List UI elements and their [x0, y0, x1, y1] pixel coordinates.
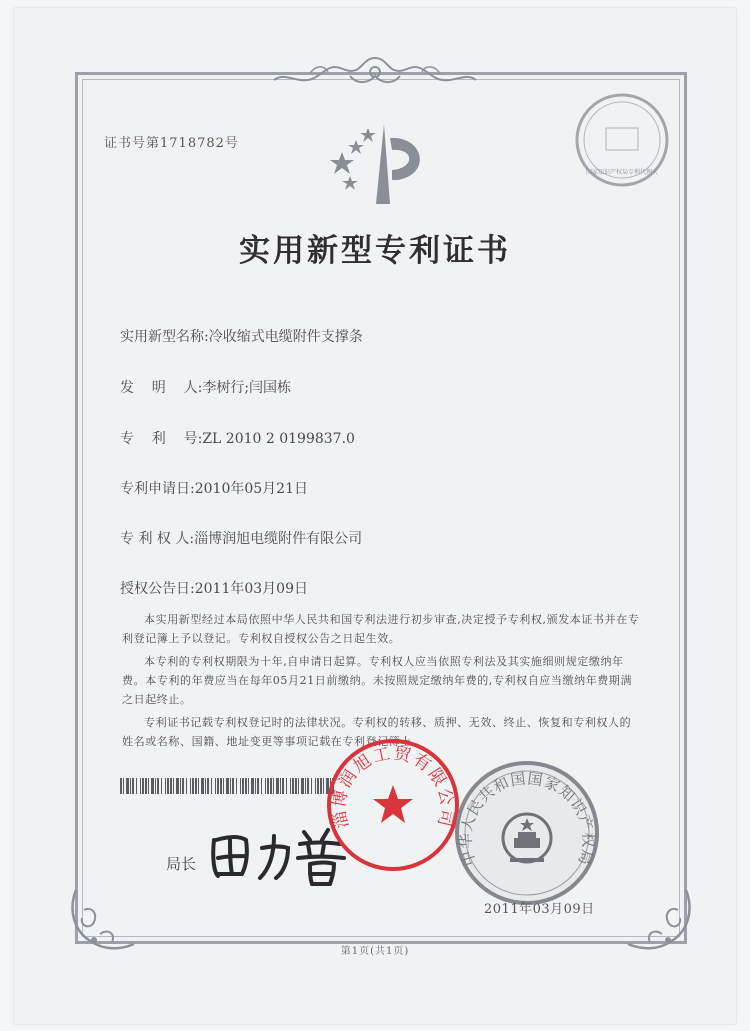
- barcode-bar: [157, 778, 159, 794]
- field-patent-number: [120, 428, 355, 448]
- barcode-bar: [286, 778, 287, 794]
- barcode-bar: [161, 778, 162, 794]
- barcode-bar: [242, 778, 244, 794]
- barcode-bar: [280, 778, 281, 794]
- barcode-bar: [142, 778, 144, 794]
- barcode-bar: [245, 778, 247, 794]
- barcode-bar: [136, 778, 137, 794]
- barcode-bar: [180, 778, 181, 794]
- barcode-bar: [140, 778, 141, 794]
- field-value: 2010年05月21日: [194, 481, 308, 497]
- barcode-bar: [211, 778, 212, 794]
- barcode-bar: [255, 778, 256, 794]
- barcode-bar: [155, 778, 156, 794]
- company-seal-text: 淄博润旭工贸有限公司: [329, 743, 457, 831]
- barcode-bar: [220, 778, 222, 794]
- barcode-bar: [295, 778, 297, 794]
- office-seal-date: 2011年03月09日: [484, 902, 595, 917]
- barcode-bar: [123, 778, 124, 794]
- certificate-number: 证书号第1718782号: [104, 136, 239, 151]
- barcode-bar: [148, 778, 149, 794]
- office-seal-text: 中华人民共和国国家知识产权局: [456, 769, 598, 868]
- barcode-bar: [270, 778, 272, 794]
- barcode-bar: [217, 778, 219, 794]
- top-ornament-icon: [270, 52, 480, 92]
- barcode-bar: [315, 778, 316, 794]
- field-value: 李树行;闫国栋: [202, 380, 292, 396]
- barcode-bar: [201, 778, 204, 794]
- barcode-bar: [176, 778, 179, 794]
- barcode-bar: [130, 778, 131, 794]
- barcode-bar: [311, 778, 312, 794]
- field-value: ZL 2010 2 0199837.0: [202, 431, 355, 447]
- field-label: 专利申请日:: [120, 481, 195, 497]
- barcode-bar: [251, 778, 254, 794]
- agent-seal-icon: [572, 90, 672, 190]
- barcode-bar: [165, 778, 166, 794]
- field-label: 实用新型名称:: [120, 329, 209, 345]
- field-value: 冷收缩式电缆附件支撑条: [208, 329, 363, 345]
- patent-office-emblem-icon: [328, 118, 438, 208]
- barcode-bar: [170, 778, 172, 794]
- barcode-bar: [190, 778, 191, 794]
- field-utility-model-name: [120, 326, 363, 346]
- barcode-icon: [120, 778, 335, 794]
- field-value: 2011年03月09日: [194, 581, 308, 597]
- barcode-bar: [205, 778, 206, 794]
- body-paragraph-1: 本实用新型经过本局依照中华人民共和国专利法进行初步审查,决定授予专利权,颁发本证书并在专利登记簿上予以登记。专利权自授权公告之日起生效。: [122, 613, 640, 645]
- barcode-bar: [192, 778, 194, 794]
- barcode-bar: [226, 778, 229, 794]
- barcode-bar: [240, 778, 241, 794]
- barcode-bar: [290, 778, 291, 794]
- barcode-bar: [276, 778, 279, 794]
- barcode-bar: [207, 778, 209, 794]
- field-label: 发 明 人:: [120, 380, 203, 396]
- barcode-bar: [265, 778, 266, 794]
- barcode-bar: [307, 778, 309, 794]
- barcode-bar: [145, 778, 147, 794]
- field-label: 专 利 权 人:: [120, 531, 195, 547]
- barcode-bar: [232, 778, 234, 794]
- barcode-bar: [182, 778, 184, 794]
- barcode-bar: [186, 778, 187, 794]
- barcode-bar: [257, 778, 259, 794]
- barcode-bar: [167, 778, 169, 794]
- field-grant-date: [120, 578, 308, 598]
- barcode-bar: [273, 778, 274, 794]
- company-seal-icon: [323, 735, 463, 875]
- barcode-bar: [198, 778, 199, 794]
- barcode-bar: [132, 778, 134, 794]
- barcode-bar: [236, 778, 237, 794]
- barcode-bar: [195, 778, 197, 794]
- barcode-bar: [267, 778, 269, 794]
- barcode-bar: [305, 778, 306, 794]
- barcode-bar: [215, 778, 216, 794]
- body-paragraph-2: 本专利的专利权期限为十年,自申请日起算。专利权人应当依照专利法及其实施细则规定缴纳年费。本专利的年费应当在每年05月21日前缴纳。未按照规定缴纳年费的,专利权自应当缴纳年费期满之日起终止。: [122, 655, 633, 706]
- director-title: 局长: [166, 855, 197, 873]
- barcode-bar: [230, 778, 231, 794]
- barcode-bar: [173, 778, 174, 794]
- barcode-bar: [126, 778, 129, 794]
- barcode-bar: [223, 778, 224, 794]
- field-label: 授权公告日:: [120, 581, 195, 597]
- barcode-bar: [261, 778, 262, 794]
- field-patentee: [120, 528, 362, 548]
- field-value: 淄博润旭电缆附件有限公司: [194, 531, 363, 547]
- barcode-bar: [301, 778, 304, 794]
- barcode-bar: [292, 778, 294, 794]
- field-label: 专 利 号:: [120, 431, 203, 447]
- barcode-bar: [282, 778, 284, 794]
- barcode-bar: [298, 778, 299, 794]
- body-paragraph-3: 专利证书记载专利权登记时的法律状况。专利权的转移、质押、无效、终止、恢复和专利权人的姓名或名称、国籍、地址变更等事项记载在专利登记簿上。: [122, 716, 632, 748]
- office-seal-icon: [452, 758, 602, 908]
- field-application-date: [120, 478, 308, 498]
- barcode-bar: [317, 778, 319, 794]
- barcode-bar: [248, 778, 249, 794]
- agent-seal-text: 国家知识产权局专利代理人: [585, 169, 659, 176]
- page-number: 第1页(共1页): [340, 946, 410, 957]
- barcode-bar: [151, 778, 154, 794]
- field-inventor: [120, 377, 291, 397]
- barcode-bar: [120, 778, 122, 794]
- certificate-title: 实用新型专利证书: [239, 233, 511, 269]
- barcode-bar: [320, 778, 322, 794]
